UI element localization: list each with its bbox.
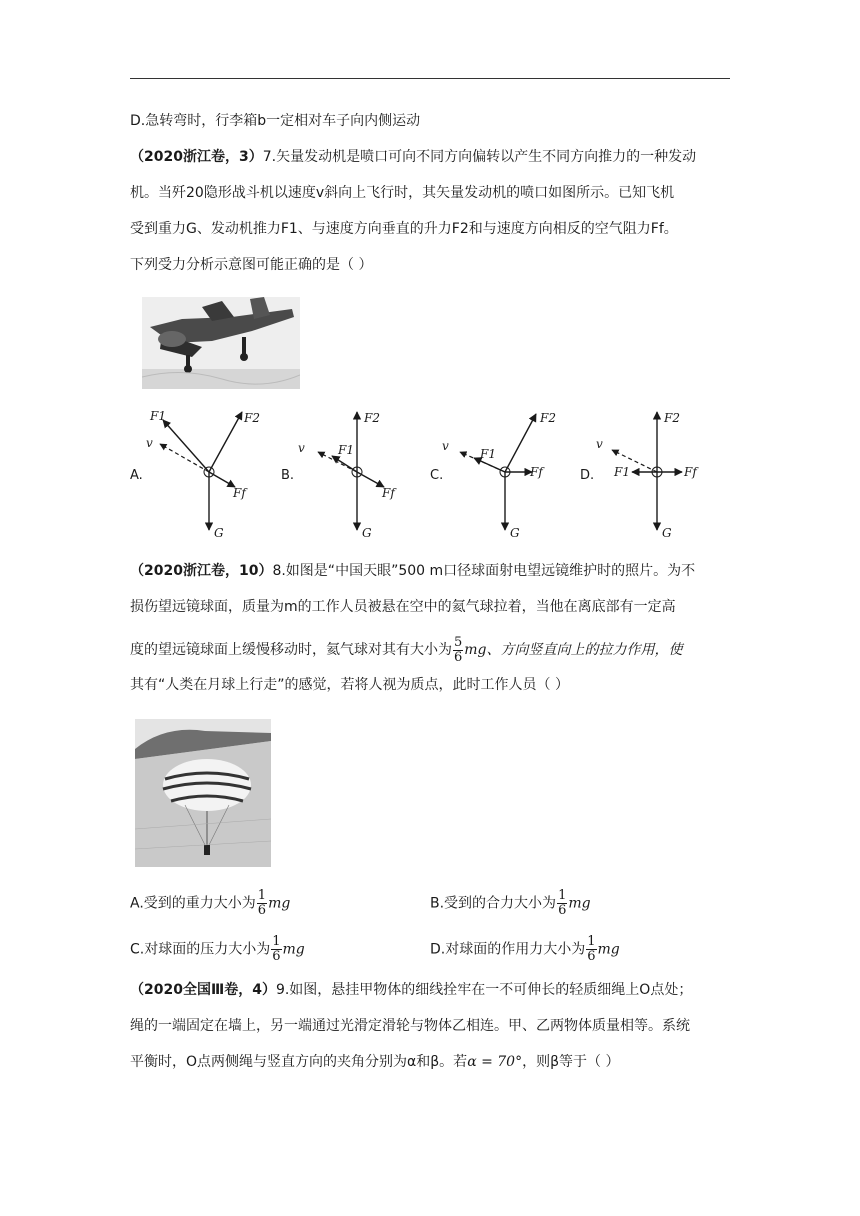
v-label: v [298,441,305,455]
force-diagram-d [590,402,720,542]
q8-line3: 度的望远镜球面上缓慢移动时，氦气球对其有大小为 $\frac{5}{6}$ mg、方向竖直向上的拉力作用，使 [130,634,683,665]
fighter-jet-photo [142,297,300,389]
q7-line3: 受到重力G、发动机推力F1、与速度方向垂直的升力F2和与速度方向相反的空气阻力Ff。 [130,221,678,237]
q8-line4: 其有“人类在月球上行走”的感觉，若将人视为质点，此时工作人员（ ） [130,677,569,693]
ff-label: Ff [382,486,395,500]
q9-source: （2020全国Ⅲ卷，4） [130,982,276,998]
f1-label: F1 [150,409,166,423]
ff-label: Ff [530,465,543,479]
q9-line2: 绳的一端固定在墙上，另一端通过光滑定滑轮与物体乙相连。甲、乙两物体质量相等。系统 [130,1018,690,1034]
q9-line3: 平衡时，O点两侧绳与竖直方向的夹角分别为α和β。若α = 70°，则β等于（ ） [130,1054,620,1070]
g-label: G [362,526,372,540]
q7-line4: 下列受力分析示意图可能正确的是（ ） [130,257,373,273]
g-label: G [510,526,520,540]
header-rule [130,78,730,79]
f2-label: F2 [244,411,260,425]
q7-option-b-label: B. [281,468,295,483]
alpha-equation: α = 70° [467,1054,523,1070]
q7-option-c-label: C. [430,468,444,483]
f1-label: F1 [338,443,354,457]
fraction-1-6: $\frac{1}{6}$ [257,888,267,918]
q9-line1: （2020全国Ⅲ卷，4）9.如图，悬挂甲物体的细线拴牢在一不可伸长的轻质细绳上O点处； [130,982,693,998]
q8-option-c: C.对球面的压力大小为 $\frac{1}{6}$ mg [130,934,305,964]
g-label: G [214,526,224,540]
q7-line1: （2020浙江卷，3）7.矢量发动机是喷口可向不同方向偏转以产生不同方向推力的一种发动 [130,149,697,165]
force-diagram-c [440,402,570,542]
q7-option-a-label: A. [130,468,143,483]
force-diagram-a [140,402,270,542]
q7-option-d-label: D. [580,468,595,483]
v-label: v [146,436,153,450]
q8-line1: （2020浙江卷，10）8.如图是“中国天眼”500 m口径球面射电望远镜维护时的照片。为不 [130,563,696,579]
f2-label: F2 [540,411,556,425]
v-label: v [442,439,449,453]
f2-label: F2 [664,411,680,425]
q8-line2: 损伤望远镜球面，质量为m的工作人员被悬在空中的氦气球拉着，当他在离底部有一定高 [130,599,676,615]
ff-label: Ff [233,486,246,500]
ff-label: Ff [684,465,697,479]
v-label: v [596,437,603,451]
f2-label: F2 [364,411,380,425]
q8-option-b: B.受到的合力大小为 $\frac{1}{6}$ mg [430,888,591,918]
fraction-1-6: $\frac{1}{6}$ [272,934,281,964]
fraction-5-6: $\frac{5}{6}$ [454,634,463,665]
g-label: G [662,526,672,540]
q8-source: （2020浙江卷，10） [130,563,273,579]
f1-label: F1 [614,465,630,479]
q8-option-a: A.受到的重力大小为 $\frac{1}{6}$ mg [130,888,291,918]
fraction-1-6: $\frac{1}{6}$ [558,888,567,918]
q7-line2: 机。当歼20隐形战斗机以速度v斜向上飞行时，其矢量发动机的喷口如图所示。已知飞机 [130,185,675,201]
q8-option-d: D.对球面的作用力大小为 $\frac{1}{6}$ mg [430,934,620,964]
fast-telescope-balloon-photo [135,719,271,867]
q7-source: （2020浙江卷，3） [130,149,263,165]
q6-option-d: D.急转弯时，行李箱b一定相对车子向内侧运动 [130,113,421,129]
f1-label: F1 [480,447,496,461]
fraction-1-6: $\frac{1}{6}$ [587,934,596,964]
force-diagram-b [290,402,420,542]
